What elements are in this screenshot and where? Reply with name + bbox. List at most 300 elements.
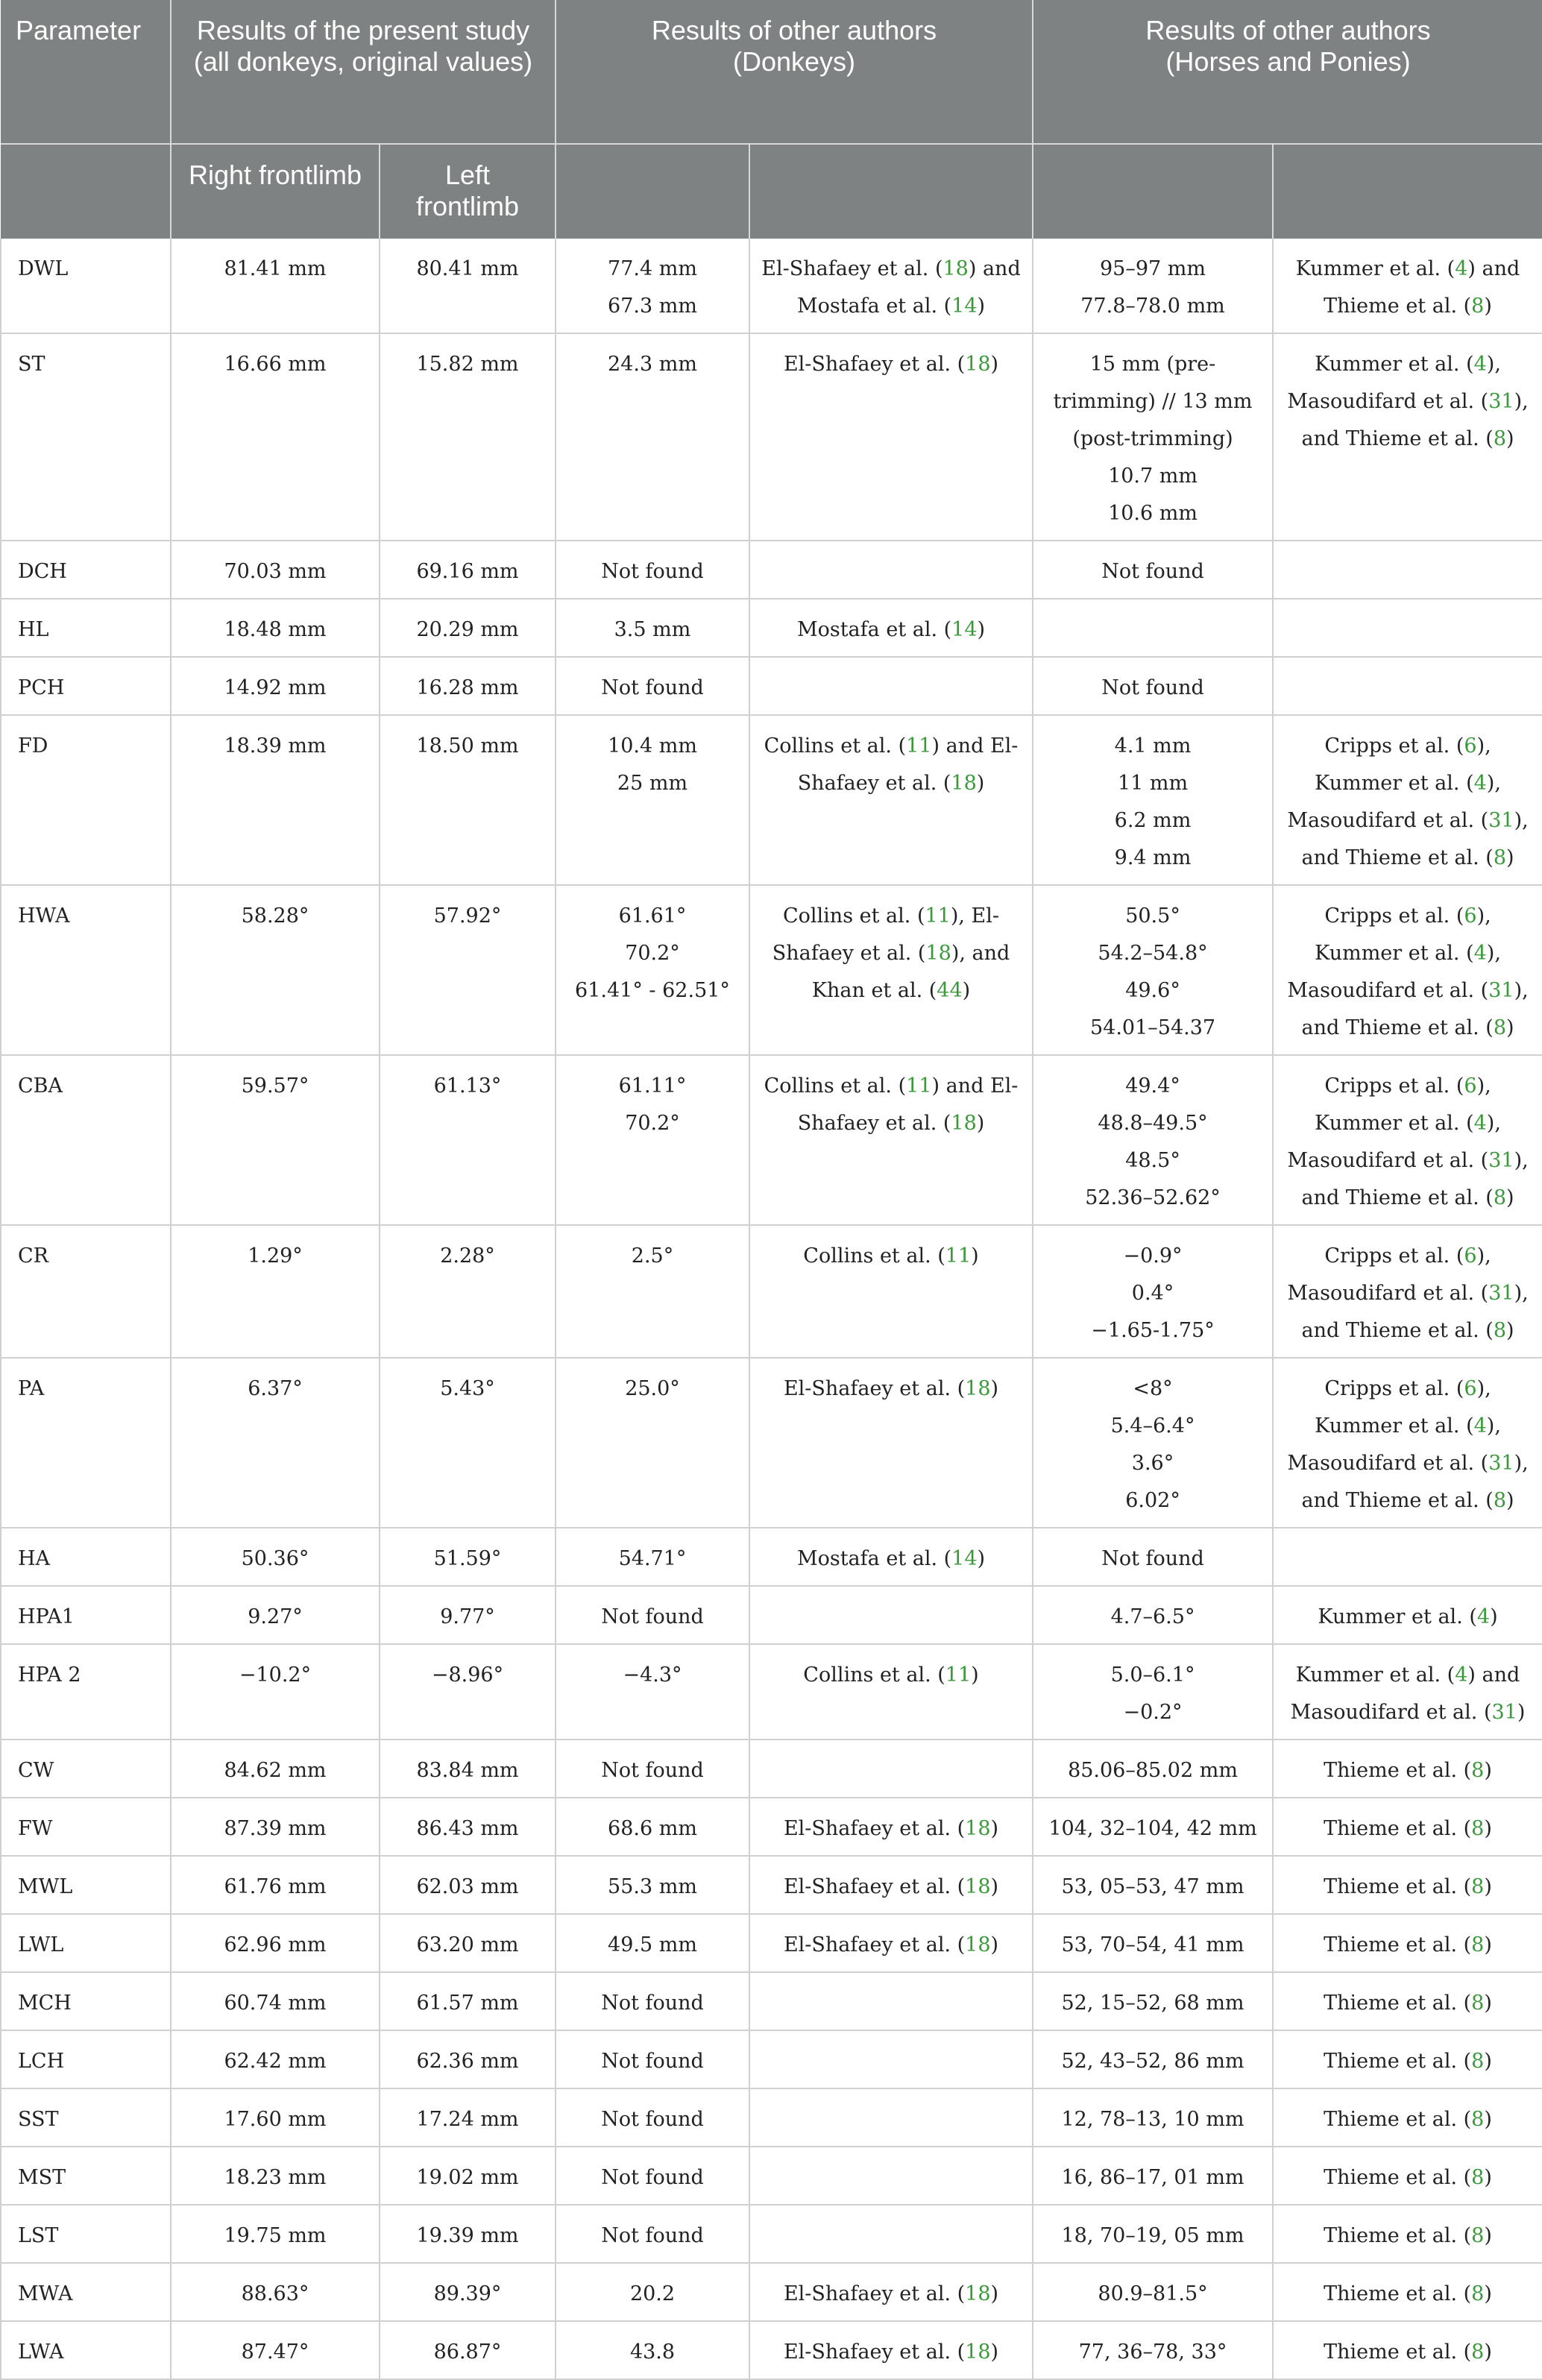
reference-text: Collins et al. ( [803, 1663, 945, 1687]
left-frontlimb-cell: 19.39 mm [380, 2205, 556, 2263]
horse-refs-cell [1273, 1358, 1542, 1528]
reference-text: ), Kummer et al. ( [1315, 734, 1491, 795]
horse-refs-cell [1273, 1856, 1542, 1914]
reference-link[interactable]: 31 [1488, 809, 1514, 832]
horse-value: 0.4° [1131, 1282, 1174, 1305]
parameter-cell: CW [1, 1740, 171, 1798]
reference-text: ), and Thieme et al. ( [1301, 979, 1529, 1039]
reference-link[interactable]: 18 [965, 2282, 991, 2305]
reference-link[interactable]: 11 [906, 734, 932, 758]
reference-text: ) [1506, 1319, 1514, 1342]
donkey-refs-cell [749, 239, 1033, 333]
horse-values-cell [1033, 1914, 1273, 1972]
horse-value: 12, 78–13, 10 mm [1061, 2108, 1244, 2131]
donkey-refs-cell [749, 1972, 1033, 2030]
donkey-value: 68.6 mm [608, 1817, 697, 1840]
horse-value: 77.8–78.0 mm [1080, 295, 1225, 318]
reference-text: Kummer et al. ( [1315, 353, 1474, 376]
right-frontlimb-cell: 19.75 mm [171, 2205, 380, 2263]
donkey-refs-cell [749, 715, 1033, 885]
left-frontlimb-cell: −8.96° [380, 1644, 556, 1740]
horse-refs-cell [1273, 1972, 1542, 2030]
reference-link[interactable]: 4 [1455, 257, 1468, 280]
table-row [1, 2263, 1542, 2321]
header-other-donkeys [556, 0, 1033, 144]
horse-value: 52, 15–52, 68 mm [1061, 1992, 1244, 2015]
reference-link[interactable]: 31 [1488, 979, 1514, 1002]
horse-value: 4.1 mm [1114, 734, 1192, 758]
horse-refs-cell [1273, 657, 1542, 715]
donkey-value: 24.3 mm [608, 353, 697, 376]
reference-link[interactable]: 44 [937, 979, 963, 1002]
horse-value: −1.65-1.75° [1091, 1319, 1215, 1342]
donkey-refs-cell [749, 1856, 1033, 1914]
donkey-refs-cell [749, 1225, 1033, 1358]
reference-link[interactable]: 6 [1464, 1377, 1477, 1400]
reference-link[interactable]: 6 [1464, 734, 1477, 758]
table-body [1, 239, 1542, 2379]
reference-link[interactable]: 8 [1493, 1186, 1507, 1209]
parameter-cell: CR [1, 1225, 171, 1358]
horse-refs-cell [1273, 715, 1542, 885]
reference-text: Thieme et al. ( [1324, 1992, 1472, 2015]
reference-link[interactable]: 14 [951, 618, 978, 641]
donkey-value: 3.5 mm [614, 618, 691, 641]
parameter-cell: PCH [1, 657, 171, 715]
parameter-cell: HPA 2 [1, 1644, 171, 1740]
donkey-refs-cell [749, 885, 1033, 1055]
header-empty [1273, 144, 1542, 239]
reference-link[interactable]: 18 [965, 353, 991, 376]
horse-refs-cell [1273, 599, 1542, 657]
donkey-values-cell [556, 1856, 749, 1914]
reference-text: ) [971, 1244, 979, 1268]
reference-text: ), Masoudifard et al. ( [1287, 1112, 1501, 1172]
table-row [1, 2030, 1542, 2088]
reference-text: ) [990, 1377, 999, 1400]
right-frontlimb-cell: 59.57° [171, 1055, 380, 1225]
parameter-cell: HA [1, 1528, 171, 1586]
reference-text: ) [1506, 427, 1514, 450]
reference-text: ) [962, 979, 971, 1002]
reference-text: ) and Masoudifard et al. ( [1290, 1663, 1520, 1724]
header-row-main [1, 0, 1542, 144]
parameter-cell: MST [1, 2147, 171, 2205]
donkey-values-cell [556, 1798, 749, 1856]
reference-link[interactable]: 4 [1473, 1414, 1487, 1438]
reference-link[interactable]: 8 [1493, 846, 1507, 869]
parameter-cell: CBA [1, 1055, 171, 1225]
left-frontlimb-cell: 89.39° [380, 2263, 556, 2321]
donkey-value: 77.4 mm [608, 257, 697, 280]
donkey-refs-cell [749, 657, 1033, 715]
reference-link[interactable]: 18 [965, 1875, 991, 1898]
header-present-text: Results of the present study (all donkeys, original values) [193, 15, 533, 77]
left-frontlimb-cell: 69.16 mm [380, 541, 556, 599]
reference-text: ) [1484, 1992, 1492, 2015]
horse-values-cell [1033, 1740, 1273, 1798]
horse-values-cell [1033, 1055, 1273, 1225]
horse-refs-cell [1273, 1644, 1542, 1740]
horse-value: 9.4 mm [1114, 846, 1192, 869]
horse-values-cell [1033, 1225, 1273, 1358]
reference-link[interactable]: 8 [1471, 2340, 1485, 2364]
horse-value: 54.2–54.8° [1098, 942, 1208, 965]
reference-text: ) [990, 1875, 999, 1898]
donkey-value: Not found [601, 2108, 704, 2131]
horse-values-cell [1033, 2030, 1273, 2088]
reference-link[interactable]: 18 [925, 942, 951, 965]
horse-value: Not found [1101, 676, 1204, 699]
parameter-cell: MCH [1, 1972, 171, 2030]
left-frontlimb-cell: 51.59° [380, 1528, 556, 1586]
reference-link[interactable]: 4 [1473, 1112, 1487, 1135]
donkey-values-cell [556, 2263, 749, 2321]
donkey-refs-cell [749, 2205, 1033, 2263]
donkey-values-cell [556, 2030, 749, 2088]
reference-text: ) [977, 1547, 986, 1570]
table-row [1, 239, 1542, 333]
table-row [1, 1528, 1542, 1586]
reference-text: Thieme et al. ( [1324, 2050, 1472, 2073]
reference-text: ) [990, 2340, 999, 2364]
reference-text: ) [1506, 846, 1514, 869]
horse-value: 16, 86–17, 01 mm [1061, 2166, 1244, 2189]
reference-text: El-Shafaey et al. ( [783, 2340, 966, 2364]
reference-link[interactable]: 18 [965, 1817, 991, 1840]
reference-text: ) [1484, 2166, 1492, 2189]
reference-text: ) [977, 618, 986, 641]
right-frontlimb-cell: 17.60 mm [171, 2088, 380, 2147]
reference-link[interactable]: 8 [1471, 2108, 1485, 2131]
header-other-horses [1033, 0, 1542, 144]
horse-values-cell [1033, 2263, 1273, 2321]
reference-link[interactable]: 8 [1471, 1875, 1485, 1898]
reference-text: Cripps et al. ( [1324, 1377, 1464, 1400]
reference-link[interactable]: 4 [1455, 1663, 1468, 1687]
horse-values-cell [1033, 333, 1273, 541]
reference-text: ) [977, 295, 986, 318]
left-frontlimb-cell: 2.28° [380, 1225, 556, 1358]
reference-text: Mostafa et al. ( [796, 618, 952, 641]
left-frontlimb-cell: 57.92° [380, 885, 556, 1055]
horse-value: 18, 70–19, 05 mm [1061, 2224, 1244, 2247]
reference-text: Thieme et al. ( [1324, 1875, 1472, 1898]
horse-values-cell [1033, 715, 1273, 885]
horse-values-cell [1033, 1358, 1273, 1528]
reference-text: ) [1506, 1489, 1514, 1512]
horse-value: 6.2 mm [1114, 809, 1192, 832]
reference-text: ) [1484, 1875, 1492, 1898]
reference-link[interactable]: 18 [942, 257, 969, 280]
reference-link[interactable]: 4 [1473, 942, 1487, 965]
reference-text: Mostafa et al. ( [796, 1547, 952, 1570]
donkey-value: Not found [601, 560, 704, 583]
horse-value: 49.6° [1125, 979, 1180, 1002]
horse-refs-cell [1273, 2205, 1542, 2263]
donkey-value: Not found [601, 2224, 704, 2247]
reference-text: ) [1517, 1701, 1526, 1724]
horse-value: 4.7–6.5° [1110, 1605, 1195, 1628]
donkey-value: 61.11° [618, 1074, 687, 1098]
left-frontlimb-cell: 20.29 mm [380, 599, 556, 657]
donkey-value: 70.2° [625, 1112, 680, 1135]
reference-text: ), and Thieme et al. ( [1301, 390, 1529, 450]
right-frontlimb-cell: 16.66 mm [171, 333, 380, 541]
reference-text: ) [1484, 2282, 1492, 2305]
reference-text: Cripps et al. ( [1324, 1244, 1464, 1268]
donkey-refs-cell [749, 1528, 1033, 1586]
reference-link[interactable]: 8 [1471, 1817, 1485, 1840]
donkey-refs-cell [749, 541, 1033, 599]
reference-link[interactable]: 11 [945, 1663, 972, 1687]
left-frontlimb-cell: 86.43 mm [380, 1798, 556, 1856]
table-row [1, 2205, 1542, 2263]
reference-text: ) [976, 772, 985, 795]
horse-value: Not found [1101, 1547, 1204, 1570]
reference-text: ) [990, 353, 999, 376]
left-frontlimb-cell: 19.02 mm [380, 2147, 556, 2205]
reference-link[interactable]: 8 [1471, 1992, 1485, 2015]
reference-text: ), Masoudifard et al. ( [1287, 772, 1501, 832]
reference-text: ) [1484, 2050, 1492, 2073]
right-frontlimb-cell: 87.39 mm [171, 1798, 380, 1856]
reference-link[interactable]: 8 [1471, 1933, 1485, 1956]
reference-text: ) [990, 1817, 999, 1840]
reference-link[interactable]: 6 [1464, 1074, 1477, 1098]
reference-link[interactable]: 14 [951, 1547, 978, 1570]
horse-values-cell [1033, 2147, 1273, 2205]
reference-text: ) [1484, 1759, 1492, 1782]
horse-refs-cell [1273, 239, 1542, 333]
horse-values-cell [1033, 1972, 1273, 2030]
horse-value: 10.7 mm [1108, 465, 1198, 488]
horse-values-cell [1033, 2321, 1273, 2379]
horse-refs-cell [1273, 333, 1542, 541]
horse-value: 52, 43–52, 86 mm [1061, 2050, 1244, 2073]
left-frontlimb-cell: 18.50 mm [380, 715, 556, 885]
reference-link[interactable]: 6 [1464, 1244, 1477, 1268]
horse-value: 48.8–49.5° [1098, 1112, 1208, 1135]
reference-text: ), and Thieme et al. ( [1301, 1452, 1529, 1512]
reference-text: ) [1506, 1186, 1514, 1209]
reference-text: Thieme et al. ( [1324, 2108, 1472, 2131]
reference-link[interactable]: 18 [965, 1377, 991, 1400]
horse-value: −0.9° [1123, 1244, 1183, 1268]
donkey-values-cell [556, 2321, 749, 2379]
horse-value: 3.6° [1131, 1452, 1174, 1475]
parameter-cell: MWL [1, 1856, 171, 1914]
horse-values-cell [1033, 1528, 1273, 1586]
horse-value: 48.5° [1125, 1149, 1180, 1172]
reference-text: El-Shafaey et al. ( [783, 1817, 966, 1840]
donkey-values-cell [556, 1358, 749, 1528]
donkey-values-cell [556, 715, 749, 885]
donkey-value: 20.2 [629, 2282, 676, 2305]
donkey-value: 43.8 [629, 2340, 676, 2364]
donkey-value: 61.61° [618, 904, 687, 928]
left-frontlimb-cell: 61.57 mm [380, 1972, 556, 2030]
reference-link[interactable]: 8 [1471, 2282, 1485, 2305]
horse-refs-cell [1273, 2263, 1542, 2321]
reference-link[interactable]: 8 [1471, 2224, 1485, 2247]
reference-link[interactable]: 8 [1493, 1016, 1507, 1039]
reference-text: Cripps et al. ( [1324, 734, 1464, 758]
horse-value: 52.36–52.62° [1085, 1186, 1221, 1209]
horse-value: 11 mm [1117, 772, 1189, 795]
reference-link[interactable]: 18 [951, 772, 977, 795]
horse-value: 53, 05–53, 47 mm [1061, 1875, 1244, 1898]
table-row [1, 1644, 1542, 1740]
right-frontlimb-cell: 87.47° [171, 2321, 380, 2379]
horse-refs-cell [1273, 2088, 1542, 2147]
reference-text: El-Shafaey et al. ( [783, 1933, 966, 1956]
donkey-value: 10.4 mm [608, 734, 697, 758]
donkey-values-cell [556, 599, 749, 657]
horse-refs-cell [1273, 1225, 1542, 1358]
left-frontlimb-cell: 5.43° [380, 1358, 556, 1528]
reference-link[interactable]: 31 [1488, 390, 1514, 413]
reference-link[interactable]: 31 [1488, 1282, 1514, 1305]
header-empty [1, 144, 171, 239]
reference-text: El-Shafaey et al. ( [783, 353, 966, 376]
reference-link[interactable]: 8 [1471, 295, 1485, 318]
reference-text: ), Kummer et al. ( [1315, 1074, 1491, 1135]
reference-text: ), and Thieme et al. ( [1301, 1149, 1529, 1209]
reference-link[interactable]: 8 [1471, 2166, 1485, 2189]
reference-link[interactable]: 8 [1471, 1759, 1485, 1782]
donkey-refs-cell [749, 333, 1033, 541]
left-frontlimb-cell: 62.36 mm [380, 2030, 556, 2088]
reference-link[interactable]: 31 [1491, 1701, 1517, 1724]
horse-value: Not found [1101, 560, 1204, 583]
horse-values-cell [1033, 2088, 1273, 2147]
parameter-cell: LCH [1, 2030, 171, 2088]
table-row [1, 541, 1542, 599]
reference-link[interactable]: 6 [1464, 904, 1477, 928]
table-row [1, 1055, 1542, 1225]
donkey-value: 55.3 mm [608, 1875, 697, 1898]
horse-refs-cell [1273, 2147, 1542, 2205]
reference-text: ) [1484, 2108, 1492, 2131]
right-frontlimb-cell: 61.76 mm [171, 1856, 380, 1914]
header-empty [749, 144, 1033, 239]
donkey-values-cell [556, 1740, 749, 1798]
reference-link[interactable]: 18 [965, 2340, 991, 2364]
reference-text: ) and Mostafa et al. ( [796, 257, 1021, 318]
reference-link[interactable]: 11 [906, 1074, 932, 1098]
donkey-value: 2.5° [631, 1244, 674, 1268]
horse-value: 77, 36–78, 33° [1078, 2340, 1227, 2364]
table-row [1, 2321, 1542, 2379]
table-row [1, 657, 1542, 715]
right-frontlimb-cell: 50.36° [171, 1528, 380, 1586]
reference-text: ) and El-Shafaey et al. ( [797, 1074, 1019, 1135]
left-frontlimb-cell: 61.13° [380, 1055, 556, 1225]
reference-text: ) [990, 1933, 999, 1956]
reference-text: ), Masoudifard et al. ( [1287, 942, 1501, 1002]
donkey-values-cell [556, 1225, 749, 1358]
donkey-value: 54.71° [618, 1547, 687, 1570]
donkey-value: Not found [601, 676, 704, 699]
reference-link[interactable]: 14 [951, 295, 978, 318]
reference-text: Cripps et al. ( [1324, 904, 1464, 928]
horse-value: −0.2° [1123, 1701, 1183, 1724]
reference-link[interactable]: 8 [1471, 2050, 1485, 2073]
donkey-refs-cell [749, 1644, 1033, 1740]
right-frontlimb-cell: 58.28° [171, 885, 380, 1055]
horse-value: 5.0–6.1° [1110, 1663, 1195, 1687]
donkey-refs-cell [749, 1740, 1033, 1798]
parameter-cell: FD [1, 715, 171, 885]
horse-refs-cell [1273, 2321, 1542, 2379]
reference-link[interactable]: 4 [1473, 353, 1487, 376]
reference-link[interactable]: 31 [1488, 1452, 1514, 1475]
reference-text: El-Shafaey et al. ( [783, 2282, 966, 2305]
donkey-value: 25.0° [625, 1377, 680, 1400]
reference-link[interactable]: 8 [1493, 1319, 1507, 1342]
reference-link[interactable]: 11 [945, 1244, 972, 1268]
horse-value: 10.6 mm [1108, 502, 1198, 525]
parameter-cell: ST [1, 333, 171, 541]
reference-link[interactable]: 18 [965, 1933, 991, 1956]
table-row [1, 1856, 1542, 1914]
reference-link[interactable]: 8 [1493, 1489, 1507, 1512]
horse-refs-cell [1273, 1914, 1542, 1972]
reference-text: ), and Thieme et al. ( [1301, 1282, 1529, 1342]
reference-text: ) [1490, 1605, 1498, 1628]
reference-text: Collins et al. ( [764, 734, 907, 758]
left-frontlimb-cell: 80.41 mm [380, 239, 556, 333]
horse-values-cell [1033, 541, 1273, 599]
donkey-refs-cell [749, 2147, 1033, 2205]
right-frontlimb-cell: 18.23 mm [171, 2147, 380, 2205]
left-frontlimb-cell: 16.28 mm [380, 657, 556, 715]
parameter-cell: DWL [1, 239, 171, 333]
reference-link[interactable]: 11 [925, 904, 951, 928]
reference-link[interactable]: 8 [1493, 427, 1507, 450]
horse-refs-cell [1273, 885, 1542, 1055]
right-frontlimb-cell: 88.63° [171, 2263, 380, 2321]
reference-text: ) and El-Shafaey et al. ( [797, 734, 1019, 795]
horse-value: 104, 32–104, 42 mm [1048, 1817, 1257, 1840]
reference-link[interactable]: 4 [1476, 1605, 1491, 1628]
horse-values-cell [1033, 2205, 1273, 2263]
donkey-value: −4.3° [623, 1663, 682, 1687]
reference-link[interactable]: 4 [1473, 772, 1487, 795]
reference-link[interactable]: 31 [1488, 1149, 1514, 1172]
table-row [1, 2147, 1542, 2205]
donkey-value: Not found [601, 1605, 704, 1628]
donkey-values-cell [556, 1055, 749, 1225]
left-frontlimb-cell: 17.24 mm [380, 2088, 556, 2147]
header-empty [556, 144, 749, 239]
reference-link[interactable]: 18 [951, 1112, 977, 1135]
donkey-refs-cell [749, 2263, 1033, 2321]
horse-value: 53, 70–54, 41 mm [1061, 1933, 1244, 1956]
reference-text: ) [976, 1112, 985, 1135]
parameter-cell: HL [1, 599, 171, 657]
donkey-refs-cell [749, 1055, 1033, 1225]
horse-refs-cell [1273, 2030, 1542, 2088]
right-frontlimb-cell: 18.48 mm [171, 599, 380, 657]
donkey-refs-cell [749, 1358, 1033, 1528]
donkey-values-cell [556, 239, 749, 333]
horse-value: 50.5° [1125, 904, 1180, 928]
donkey-values-cell [556, 1914, 749, 1972]
horse-value: 49.4° [1125, 1074, 1180, 1098]
reference-text: ) [990, 2282, 999, 2305]
